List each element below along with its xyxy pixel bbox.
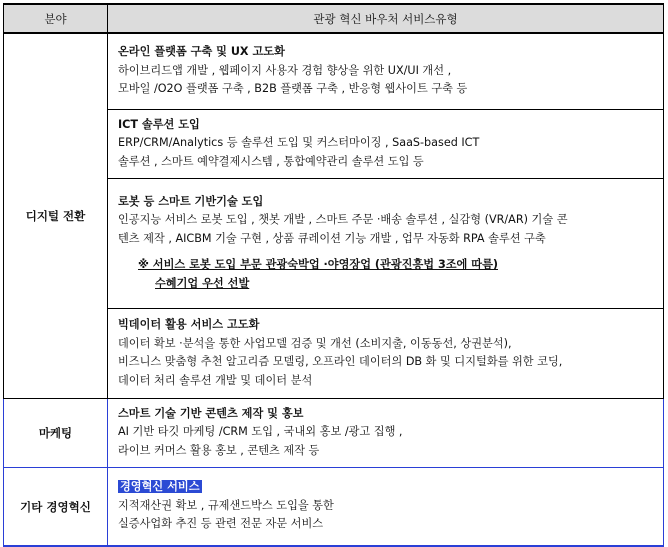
table-row	[4, 399, 664, 468]
service-desc-line: 비즈니스 맞춤형 추천 알고리즘 모델링, 오프라인 데이터의 DB 화 및 디지털화를 위한 코딩,	[118, 355, 563, 368]
service-title: 온라인 플랫폼 구축 및 UX 고도화	[118, 45, 285, 59]
service-desc-line: 모바일 /O2O 플랫폼 구축 , B2B 플랫폼 구축 , 반응형 웹사이트 구축 등	[118, 82, 468, 96]
service-title: 로봇 등 스마트 기반기술 도입	[118, 194, 264, 208]
category-other: 기타 경영혁신	[4, 468, 108, 547]
service-desc-line: ERP/CRM/Analytics 등 솔루션 도입 및 커스터마이징 , SaaS-based ICT	[118, 136, 480, 150]
service-note: ※ 서비스 로봇 도입 부문 관광숙박업 ·야영장업 (관광진흥법 3조에 따름)	[138, 258, 498, 272]
highlighted-title: 경영혁신 서비스	[120, 480, 200, 494]
service-note: 수혜기업 우선 선발	[155, 276, 250, 290]
table-header-row	[4, 4, 664, 33]
service-desc-line: 지적재산권 확보 , 규제샌드박스 도입을 통한	[118, 498, 334, 512]
table-row	[4, 468, 664, 547]
service-desc-line: 솔루션 , 스마트 예약결제시스템 , 통합예약관리 솔루션 도입 등	[118, 154, 424, 168]
service-desc-line: 라이브 커머스 활용 홍보 , 콘텐츠 제작 등	[118, 443, 320, 457]
service-desc-line: 데이터 확보 ·분석을 통한 사업모델 검증 및 개선 (소비지출, 이동동선, 상권분석),	[118, 336, 512, 350]
service-desc-line: 텐츠 제작 , AICBM 기술 구현 , 상품 큐레이션 기능 개발 , 업무 자동화 RPA 솔루션 구축	[118, 231, 546, 245]
service-cell-robot	[108, 179, 664, 309]
service-cell-ict	[108, 110, 664, 179]
service-cell-bigdata	[108, 309, 664, 399]
service-desc-line: AI 기반 타깃 마케팅 /CRM 도입 , 국내외 홍보 /광고 집행 ,	[118, 425, 403, 439]
service-desc-line: 하이브리드앱 개발 , 웹페이지 사용자 경험 향상을 위한 UX/UI 개선 ,	[118, 63, 452, 77]
header-field: 분야	[4, 4, 108, 33]
service-desc-line: 실증사업화 추진 등 관련 전문 자문 서비스	[118, 517, 324, 531]
category-digital: 디지털 전환	[4, 33, 108, 399]
service-cell-platform	[108, 33, 664, 110]
service-title: ICT 솔루션 도입	[118, 117, 200, 131]
service-desc-line: 데이터 처리 솔루션 개발 및 데이터 분석	[118, 373, 313, 387]
service-title: 빅데이터 활용 서비스 고도화	[118, 318, 260, 331]
service-cell-other	[108, 468, 664, 547]
voucher-service-table	[3, 3, 664, 547]
category-marketing: 마케팅	[4, 399, 108, 468]
service-desc-line: 인공지능 서비스 로봇 도입 , 챗봇 개발 , 스마트 주문 ·배송 솔루션 , 실감형 (VR/AR) 기술 콘	[118, 213, 568, 227]
voucher-table-container	[3, 3, 664, 531]
service-title: 스마트 기술 기반 콘텐츠 제작 및 홍보	[118, 406, 304, 420]
header-service-type: 관광 혁신 바우처 서비스유형	[108, 4, 664, 33]
table-row	[4, 33, 664, 110]
service-cell-marketing	[108, 399, 664, 468]
